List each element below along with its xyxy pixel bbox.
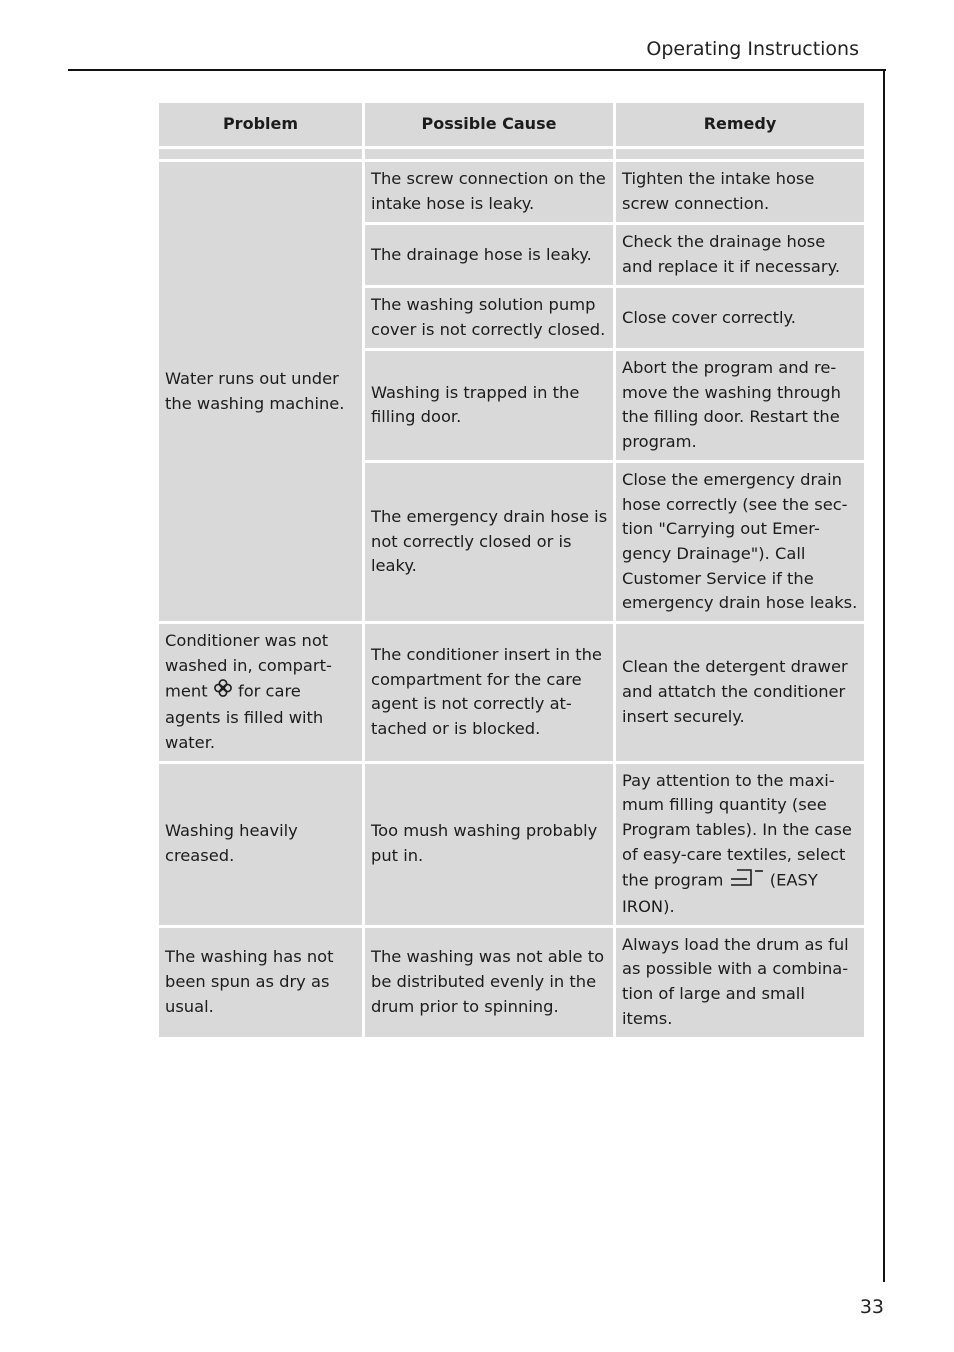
cause-cell: The emergency drain hose is not correctly closed or is leaky. xyxy=(365,463,613,621)
remedy-cell: Check the drainage hose and replace it if necessary. xyxy=(616,225,864,285)
problem-text: for care agents is filled with water. xyxy=(165,681,324,752)
column-header-problem: Problem xyxy=(159,103,362,146)
problem-cell xyxy=(159,624,362,761)
remedy-cell xyxy=(616,764,864,925)
header-rule xyxy=(68,69,886,71)
margin-rule xyxy=(883,69,885,1282)
table-row xyxy=(159,928,864,1037)
table-row xyxy=(159,764,864,925)
page-header-title: Operating Instructions xyxy=(646,38,859,60)
cause-cell: The washing solution pump cover is not correctly closed. xyxy=(365,288,613,348)
cause-cell: Washing is trapped in the filling door. xyxy=(365,351,613,460)
column-header-remedy: Remedy xyxy=(616,103,864,146)
troubleshooting-table xyxy=(156,100,867,1040)
easy-iron-icon xyxy=(729,867,765,895)
flower-icon xyxy=(213,678,233,706)
remedy-cell: Tighten the intake hose screw connection. xyxy=(616,162,864,222)
problem-cell: The washing has not been spun as dry as usual. xyxy=(159,928,362,1037)
remedy-cell: Clean the detergent drawer and attatch the conditioner insert securely. xyxy=(616,624,864,761)
remedy-cell: Always load the drum as ful as possible with a combina-tion of large and small items. xyxy=(616,928,864,1037)
remedy-text: Pay attention to the maxi-mum filling quantity (see Program tables). In the case of easy-care textiles, select the program xyxy=(622,770,852,890)
table-header-row xyxy=(159,103,864,146)
remedy-text: (EASY IRON). xyxy=(622,870,818,917)
cause-cell: Too mush washing probably put in. xyxy=(365,764,613,925)
cause-cell: The screw connection on the intake hose is leaky. xyxy=(365,162,613,222)
remedy-cell: Abort the program and re-move the washing through the filling door. Restart the program. xyxy=(616,351,864,460)
cause-cell: The drainage hose is leaky. xyxy=(365,225,613,285)
cause-cell: The conditioner insert in the compartment for the care agent is not correctly at-tached or is blocked. xyxy=(365,624,613,761)
table-row xyxy=(159,624,864,761)
page-number: 33 xyxy=(859,1296,884,1318)
column-header-cause: Possible Cause xyxy=(365,103,613,146)
problem-cell: Washing heavily creased. xyxy=(159,764,362,925)
problem-text: Conditioner was not washed in, compart-ment xyxy=(165,631,332,701)
table-row xyxy=(159,162,864,222)
cause-cell: The washing was not able to be distributed evenly in the drum prior to spinning. xyxy=(365,928,613,1037)
remedy-cell: Close the emergency drain hose correctly (see the sec-tion "Carrying out Emer-gency Drainage"). Call Customer Service if the emergency drain hose leaks. xyxy=(616,463,864,621)
remedy-cell: Close cover correctly. xyxy=(616,288,864,348)
problem-cell: Water runs out under the washing machine. xyxy=(159,162,362,621)
